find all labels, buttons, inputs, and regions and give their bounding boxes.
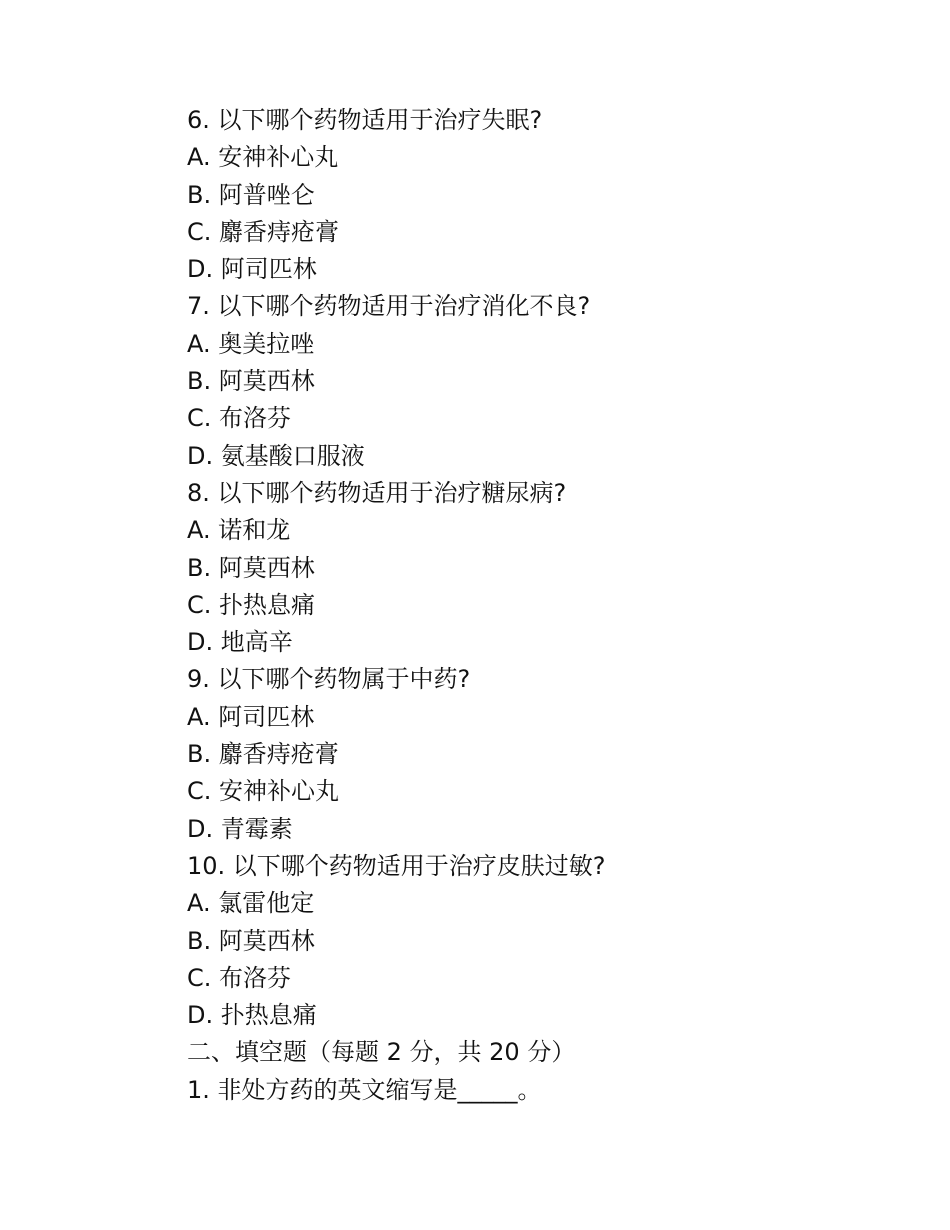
question-9-stem: 9. 以下哪个药物属于中药?: [187, 665, 471, 694]
question-6-stem: 6. 以下哪个药物适用于治疗失眠?: [187, 106, 543, 134]
document-page: [187, 102, 887, 1109]
question-10-option-d: D. 扑热息痛: [187, 1001, 317, 1030]
question-7-option-a: A. 奥美拉唑: [187, 329, 315, 358]
question-8-option-a: A. 诺和龙: [187, 516, 291, 545]
question-10-stem: 10. 以下哪个药物适用于治疗皮肤过敏?: [187, 851, 606, 880]
question-6-option-a: A. 安神补心丸: [187, 143, 339, 172]
section-heading: 二、填空题（每题 2 分，共 20 分）: [187, 1038, 576, 1067]
question-10-option-b: B. 阿莫西林: [187, 926, 315, 955]
question-9-option-c: C. 安神补心丸: [187, 777, 340, 806]
question-9-option-a: A. 阿司匹林: [187, 702, 315, 731]
question-6-option-d: D. 阿司匹林: [187, 255, 317, 284]
question-8-option-b: B. 阿莫西林: [187, 553, 315, 582]
question-8-option-d: D. 地高辛: [187, 628, 293, 657]
fill-blank-question-1: 1. 非处方药的英文缩写是_____。: [187, 1075, 542, 1104]
question-7-option-d: D. 氨基酸口服液: [187, 441, 365, 470]
question-6-option-c: C. 麝香痔疮膏: [187, 217, 340, 246]
question-9-option-b: B. 麝香痔疮膏: [187, 740, 339, 769]
question-9-option-d: D. 青霉素: [187, 814, 293, 843]
question-10-option-c: C. 布洛芬: [187, 963, 292, 992]
question-7-option-b: B. 阿莫西林: [187, 367, 315, 396]
question-8-option-c: C. 扑热息痛: [187, 590, 316, 619]
question-7-option-c: C. 布洛芬: [187, 404, 292, 433]
question-8-stem: 8. 以下哪个药物适用于治疗糖尿病?: [187, 478, 567, 507]
question-7-stem: 7. 以下哪个药物适用于治疗消化不良?: [187, 292, 591, 321]
question-6-option-b: B. 阿普唑仑: [187, 180, 315, 209]
question-10-option-a: A. 氯雷他定: [187, 889, 315, 918]
